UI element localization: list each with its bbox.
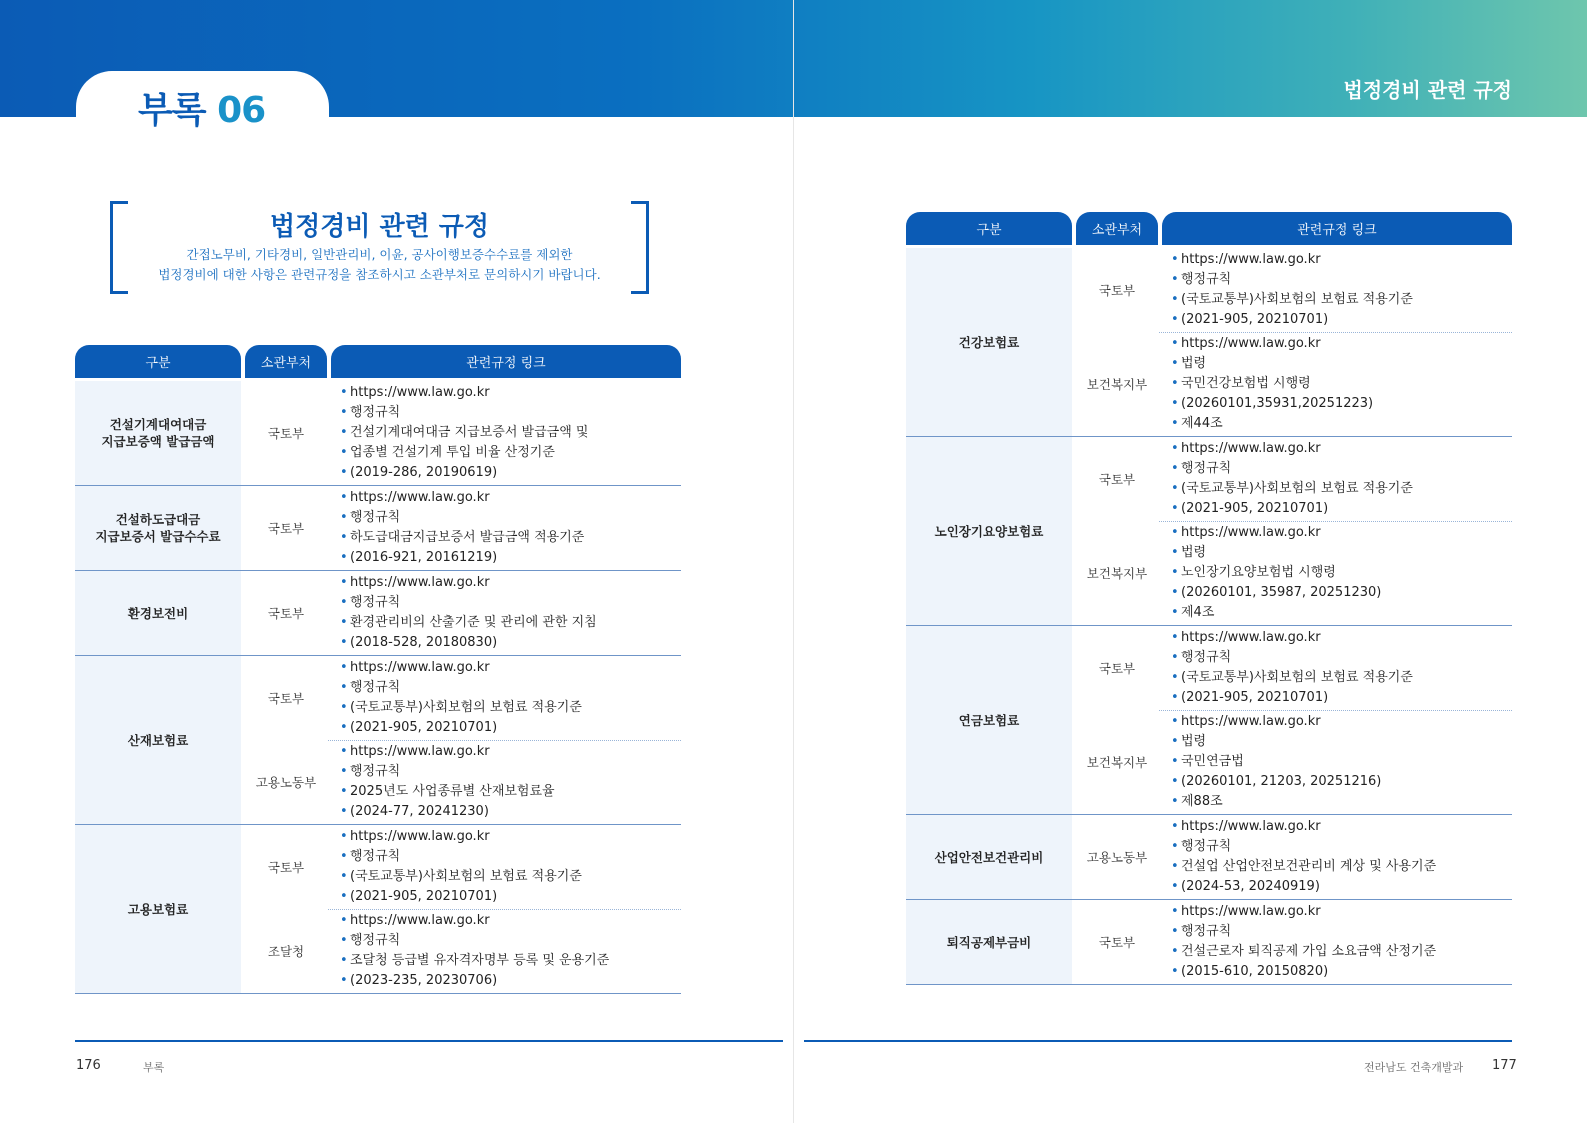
category-cell: 산재보험료 [75, 656, 241, 824]
regulation-links [339, 827, 681, 907]
department-cell: 고용노동부 [245, 740, 327, 824]
regulation-item: • 제4조 [1181, 603, 1512, 623]
law-link[interactable]: • https://www.law.go.kr [1181, 250, 1512, 270]
intro-line-2: 법정경비에 대한 사항은 관련규정을 참조하시고 소관부처로 문의하시기 바랍니다. [158, 267, 601, 282]
department-cell: 국토부 [245, 656, 327, 740]
regulation-links [1170, 439, 1512, 519]
regulation-item: • 행정규칙 [350, 678, 681, 698]
regulation-item: • (2016-921, 20161219) [350, 548, 681, 568]
law-link[interactable]: • https://www.law.go.kr [1181, 712, 1512, 732]
regulation-item: • 행정규칙 [350, 762, 681, 782]
regulation-item: • 행정규칙 [350, 403, 681, 423]
regulation-item: • (2021-905, 20210701) [350, 718, 681, 738]
appendix-word: 부록 [138, 90, 206, 131]
category-cell: 퇴직공제부금비 [906, 900, 1072, 984]
regulation-item: • 국민건강보험법 시행령 [1181, 374, 1512, 394]
law-link[interactable]: • https://www.law.go.kr [350, 488, 681, 508]
category-cell: 노인장기요양보험료 [906, 437, 1072, 625]
regulation-links [339, 383, 681, 483]
intro-text [110, 245, 649, 285]
footer-section: 부록 [143, 1061, 165, 1074]
regulation-item: • 행정규칙 [1181, 459, 1512, 479]
department-cell: 보건복지부 [1076, 710, 1158, 814]
column-header: 구분 [906, 212, 1072, 245]
department-cell: 국토부 [245, 381, 327, 485]
regulation-item: • (20260101,35931,20251223) [1181, 394, 1512, 414]
department-cell: 국토부 [1076, 248, 1158, 332]
department-cell: 국토부 [245, 486, 327, 570]
page-title: 법정경비 관련 규정 [269, 212, 490, 242]
regulation-item: • 행정규칙 [350, 593, 681, 613]
regulation-item: • (국토교통부)사회보험의 보험료 적용기준 [1181, 290, 1512, 310]
regulation-links [339, 911, 681, 991]
regulation-item: • 제44조 [1181, 414, 1512, 434]
category-cell: 환경보전비 [75, 571, 241, 655]
department-cell: 조달청 [245, 909, 327, 993]
regulation-item: • 행정규칙 [350, 508, 681, 528]
department-cell: 국토부 [1076, 437, 1158, 521]
law-link[interactable]: • https://www.law.go.kr [1181, 628, 1512, 648]
department-cell: 국토부 [245, 825, 327, 909]
regulation-item: • 건설근로자 퇴직공제 가입 소요금액 산정기준 [1181, 942, 1512, 962]
regulation-item: • 건설기계대여대금 지급보증서 발급금액 및 [350, 423, 681, 443]
regulation-item: • 조달청 등급별 유자격자명부 등록 및 운용기준 [350, 951, 681, 971]
regulation-item: • 법령 [1181, 354, 1512, 374]
regulation-item: • 환경관리비의 산출기준 및 관리에 관한 지침 [350, 613, 681, 633]
column-header: 구분 [75, 345, 241, 378]
page-number-left: 176 [76, 1058, 101, 1073]
regulation-item: • (2024-77, 20241230) [350, 802, 681, 822]
law-link[interactable]: • https://www.law.go.kr [1181, 817, 1512, 837]
regulation-links [1170, 523, 1512, 623]
intro-line-1: 간접노무비, 기타경비, 일반관리비, 이윤, 공사이행보증수수료를 제외한 [186, 247, 573, 262]
regulation-links [339, 573, 681, 653]
regulation-item: • (국토교통부)사회보험의 보험료 적용기준 [350, 867, 681, 887]
appendix-label [138, 82, 265, 133]
regulation-links [1170, 628, 1512, 708]
regulation-item: • (국토교통부)사회보험의 보험료 적용기준 [350, 698, 681, 718]
law-link[interactable]: • https://www.law.go.kr [350, 658, 681, 678]
regulation-item: • 행정규칙 [1181, 922, 1512, 942]
row-divider [75, 993, 681, 994]
regulation-item: • 건설업 산업안전보건관리비 계상 및 사용기준 [1181, 857, 1512, 877]
category-cell: 건설하도급대금 지급보증서 발급수수료 [75, 486, 241, 570]
regulation-links [1170, 334, 1512, 434]
page-number-right: 177 [1492, 1058, 1517, 1073]
law-link[interactable]: • https://www.law.go.kr [1181, 334, 1512, 354]
footer-rule-left [75, 1040, 783, 1042]
department-cell: 고용노동부 [1076, 815, 1158, 899]
regulation-item: • (2023-235, 20230706) [350, 971, 681, 991]
regulation-item: • (2021-905, 20210701) [350, 887, 681, 907]
law-link[interactable]: • https://www.law.go.kr [350, 573, 681, 593]
regulation-links [1170, 817, 1512, 897]
regulation-links [339, 742, 681, 822]
regulation-item: • (2015-610, 20150820) [1181, 962, 1512, 982]
regulation-item: • 하도급대금지급보증서 발급금액 적용기준 [350, 528, 681, 548]
regulation-links [339, 658, 681, 738]
page-spine [793, 0, 794, 1123]
category-cell: 산업안전보건관리비 [906, 815, 1072, 899]
regulation-item: • 행정규칙 [1181, 837, 1512, 857]
department-cell: 보건복지부 [1076, 521, 1158, 625]
law-link[interactable]: • https://www.law.go.kr [350, 383, 681, 403]
regulation-item: • (2021-905, 20210701) [1181, 310, 1512, 330]
department-cell: 국토부 [245, 571, 327, 655]
law-link[interactable]: • https://www.law.go.kr [1181, 523, 1512, 543]
regulation-item: • (20260101, 21203, 20251216) [1181, 772, 1512, 792]
regulation-item: • 제88조 [1181, 792, 1512, 812]
column-header: 관련규정 링크 [331, 345, 681, 378]
category-cell: 건강보험료 [906, 248, 1072, 436]
regulation-item: • (2019-286, 20190619) [350, 463, 681, 483]
regulation-item: • 행정규칙 [1181, 648, 1512, 668]
law-link[interactable]: • https://www.law.go.kr [350, 911, 681, 931]
law-link[interactable]: • https://www.law.go.kr [350, 827, 681, 847]
regulation-item: • (2021-905, 20210701) [1181, 499, 1512, 519]
regulation-links [1170, 250, 1512, 330]
footer-rule-right [804, 1040, 1512, 1042]
row-divider [906, 984, 1512, 985]
regulation-links [339, 488, 681, 568]
column-header: 소관부처 [1076, 212, 1158, 245]
law-link[interactable]: • https://www.law.go.kr [1181, 439, 1512, 459]
regulation-item: • (2021-905, 20210701) [1181, 688, 1512, 708]
law-link[interactable]: • https://www.law.go.kr [350, 742, 681, 762]
footer-org: 전라남도 건축개발과 [1364, 1061, 1464, 1074]
regulation-item: • 행정규칙 [1181, 270, 1512, 290]
regulation-item: • 2025년도 사업종류별 산재보험료율 [350, 782, 681, 802]
regulation-links [1170, 902, 1512, 982]
department-cell: 국토부 [1076, 900, 1158, 984]
regulation-item: • 법령 [1181, 732, 1512, 752]
running-title: 법정경비 관련 규정 [1343, 78, 1512, 102]
category-cell: 고용보험료 [75, 825, 241, 993]
regulation-item: • (국토교통부)사회보험의 보험료 적용기준 [1181, 479, 1512, 499]
category-cell: 건설기계대여대금 지급보증액 발급금액 [75, 381, 241, 485]
department-cell: 국토부 [1076, 626, 1158, 710]
regulation-item: • 국민연금법 [1181, 752, 1512, 772]
column-header: 관련규정 링크 [1162, 212, 1512, 245]
regulation-item: • 행정규칙 [350, 847, 681, 867]
law-link[interactable]: • https://www.law.go.kr [1181, 902, 1512, 922]
regulation-item: • 노인장기요양보험법 시행령 [1181, 563, 1512, 583]
column-header: 소관부처 [245, 345, 327, 378]
regulation-item: • (2024-53, 20240919) [1181, 877, 1512, 897]
regulation-links [1170, 712, 1512, 812]
regulation-item: • 업종별 건설기계 투입 비율 산정기준 [350, 443, 681, 463]
regulation-item: • 행정규칙 [350, 931, 681, 951]
appendix-number: 06 [217, 90, 266, 131]
regulation-item: • 법령 [1181, 543, 1512, 563]
regulation-item: • (20260101, 35987, 20251230) [1181, 583, 1512, 603]
regulation-item: • (국토교통부)사회보험의 보험료 적용기준 [1181, 668, 1512, 688]
department-cell: 보건복지부 [1076, 332, 1158, 436]
regulation-item: • (2018-528, 20180830) [350, 633, 681, 653]
category-cell: 연금보험료 [906, 626, 1072, 814]
